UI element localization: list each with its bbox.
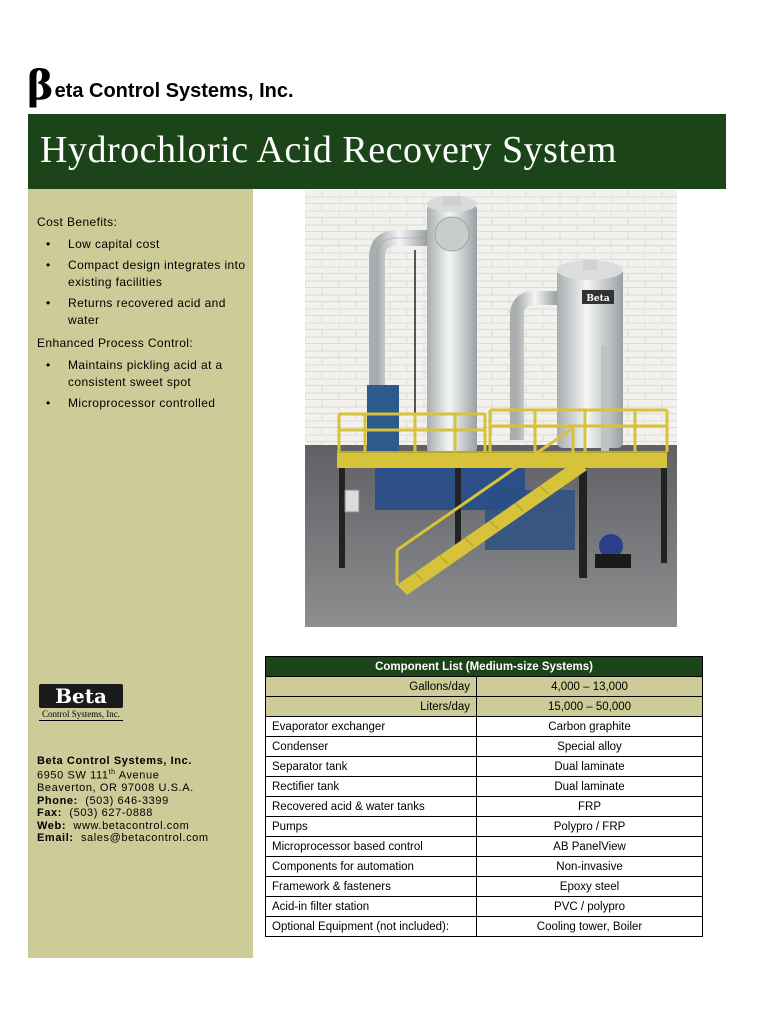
component-name: Recovered acid & water tanks [266, 797, 477, 817]
component-table [265, 656, 703, 937]
table-row [266, 857, 703, 877]
component-name: Framework & fasteners [266, 877, 477, 897]
component-material: PVC / polypro [477, 897, 703, 917]
list-item [37, 295, 249, 329]
contact-web [37, 820, 209, 832]
title-banner [28, 114, 726, 189]
email-label: Email: [37, 832, 74, 845]
list-item [37, 395, 249, 412]
page-title: Hydrochloric Acid Recovery System [40, 129, 617, 171]
list-item [37, 236, 249, 253]
fax-label: Fax: [37, 807, 63, 820]
company-logo [27, 62, 294, 109]
component-material: FRP [477, 797, 703, 817]
equipment-photo [305, 190, 677, 627]
company-name: eta Control Systems, Inc. [54, 80, 294, 102]
capacity-label: Gallons/day [266, 677, 477, 697]
capacity-row [266, 697, 703, 717]
sidebar-logo-mark: Beta [39, 684, 123, 708]
component-name: Separator tank [266, 757, 477, 777]
contact-address-line1 [37, 767, 209, 782]
phone-label: Phone: [37, 794, 78, 807]
cost-benefits-heading: Cost Benefits: [37, 215, 118, 229]
component-material: Cooling tower, Boiler [477, 917, 703, 937]
component-material: AB PanelView [477, 837, 703, 857]
component-name: Microprocessor based control [266, 837, 477, 857]
bullet-icon: • [46, 258, 51, 272]
table-row [266, 817, 703, 837]
list-item [37, 257, 249, 291]
table-row [266, 897, 703, 917]
web-link[interactable]: www.betacontrol.com [73, 819, 190, 832]
component-material: Special alloy [477, 737, 703, 757]
acid-recovery-unit-illustration [305, 190, 677, 627]
component-name: Components for automation [266, 857, 477, 877]
phone-value: (503) 646-3399 [85, 794, 169, 807]
table-row [266, 757, 703, 777]
contact-fax [37, 807, 209, 819]
capacity-label: Liters/day [266, 697, 477, 717]
sidebar-logo [39, 684, 123, 721]
list-item [37, 357, 249, 391]
table-row [266, 917, 703, 937]
component-name: Rectifier tank [266, 777, 477, 797]
component-name: Acid-in filter station [266, 897, 477, 917]
sidebar-logo-subtitle: Control Systems, Inc. [39, 709, 123, 721]
contact-block [37, 755, 209, 845]
component-material: Dual laminate [477, 777, 703, 797]
component-name: Optional Equipment (not included): [266, 917, 477, 937]
list-item-text: Maintains pickling acid at a consistent sweet spot [68, 358, 223, 389]
table-row [266, 877, 703, 897]
web-label: Web: [37, 819, 67, 832]
table-row [266, 797, 703, 817]
process-control-list [37, 357, 249, 412]
contact-email [37, 832, 209, 844]
component-material: Dual laminate [477, 757, 703, 777]
unit-badge-text: Beta [586, 294, 610, 304]
component-material: Non-invasive [477, 857, 703, 877]
process-control-heading: Enhanced Process Control: [37, 336, 194, 350]
beta-logo-glyph: β [27, 62, 54, 109]
bullet-icon: • [46, 396, 51, 410]
cost-benefits-list [37, 236, 249, 329]
component-material: Polypro / FRP [477, 817, 703, 837]
contact-address-line2: Beaverton, OR 97008 U.S.A. [37, 782, 194, 795]
component-name: Condenser [266, 737, 477, 757]
table-header-row [266, 657, 703, 677]
list-item-text: Microprocessor controlled [68, 396, 216, 410]
bullet-icon: • [46, 237, 51, 251]
benefits-section [37, 214, 249, 418]
address-ordinal: th [108, 769, 116, 777]
email-link[interactable]: sales@betacontrol.com [80, 832, 209, 845]
component-name: Pumps [266, 817, 477, 837]
list-item-text: Returns recovered acid and water [68, 296, 226, 327]
bullet-icon: • [46, 358, 51, 372]
sidebar [28, 189, 253, 958]
table-row [266, 737, 703, 757]
component-material: Epoxy steel [477, 877, 703, 897]
capacity-value: 15,000 – 50,000 [477, 697, 703, 717]
component-name: Evaporator exchanger [266, 717, 477, 737]
contact-phone [37, 795, 209, 807]
capacity-row [266, 677, 703, 697]
capacity-value: 4,000 – 13,000 [477, 677, 703, 697]
table-row [266, 837, 703, 857]
table-row [266, 717, 703, 737]
address-avenue: Avenue [115, 770, 160, 783]
list-item-text: Low capital cost [68, 237, 160, 251]
table-row [266, 777, 703, 797]
contact-company-name: Beta Control Systems, Inc. [37, 755, 192, 767]
component-material: Carbon graphite [477, 717, 703, 737]
table-title: Component List (Medium-size Systems) [266, 657, 703, 677]
fax-value: (503) 627-0888 [69, 807, 153, 820]
bullet-icon: • [46, 296, 51, 310]
list-item-text: Compact design integrates into existing facilities [68, 258, 246, 289]
address-street: 6950 SW 111 [37, 770, 109, 783]
